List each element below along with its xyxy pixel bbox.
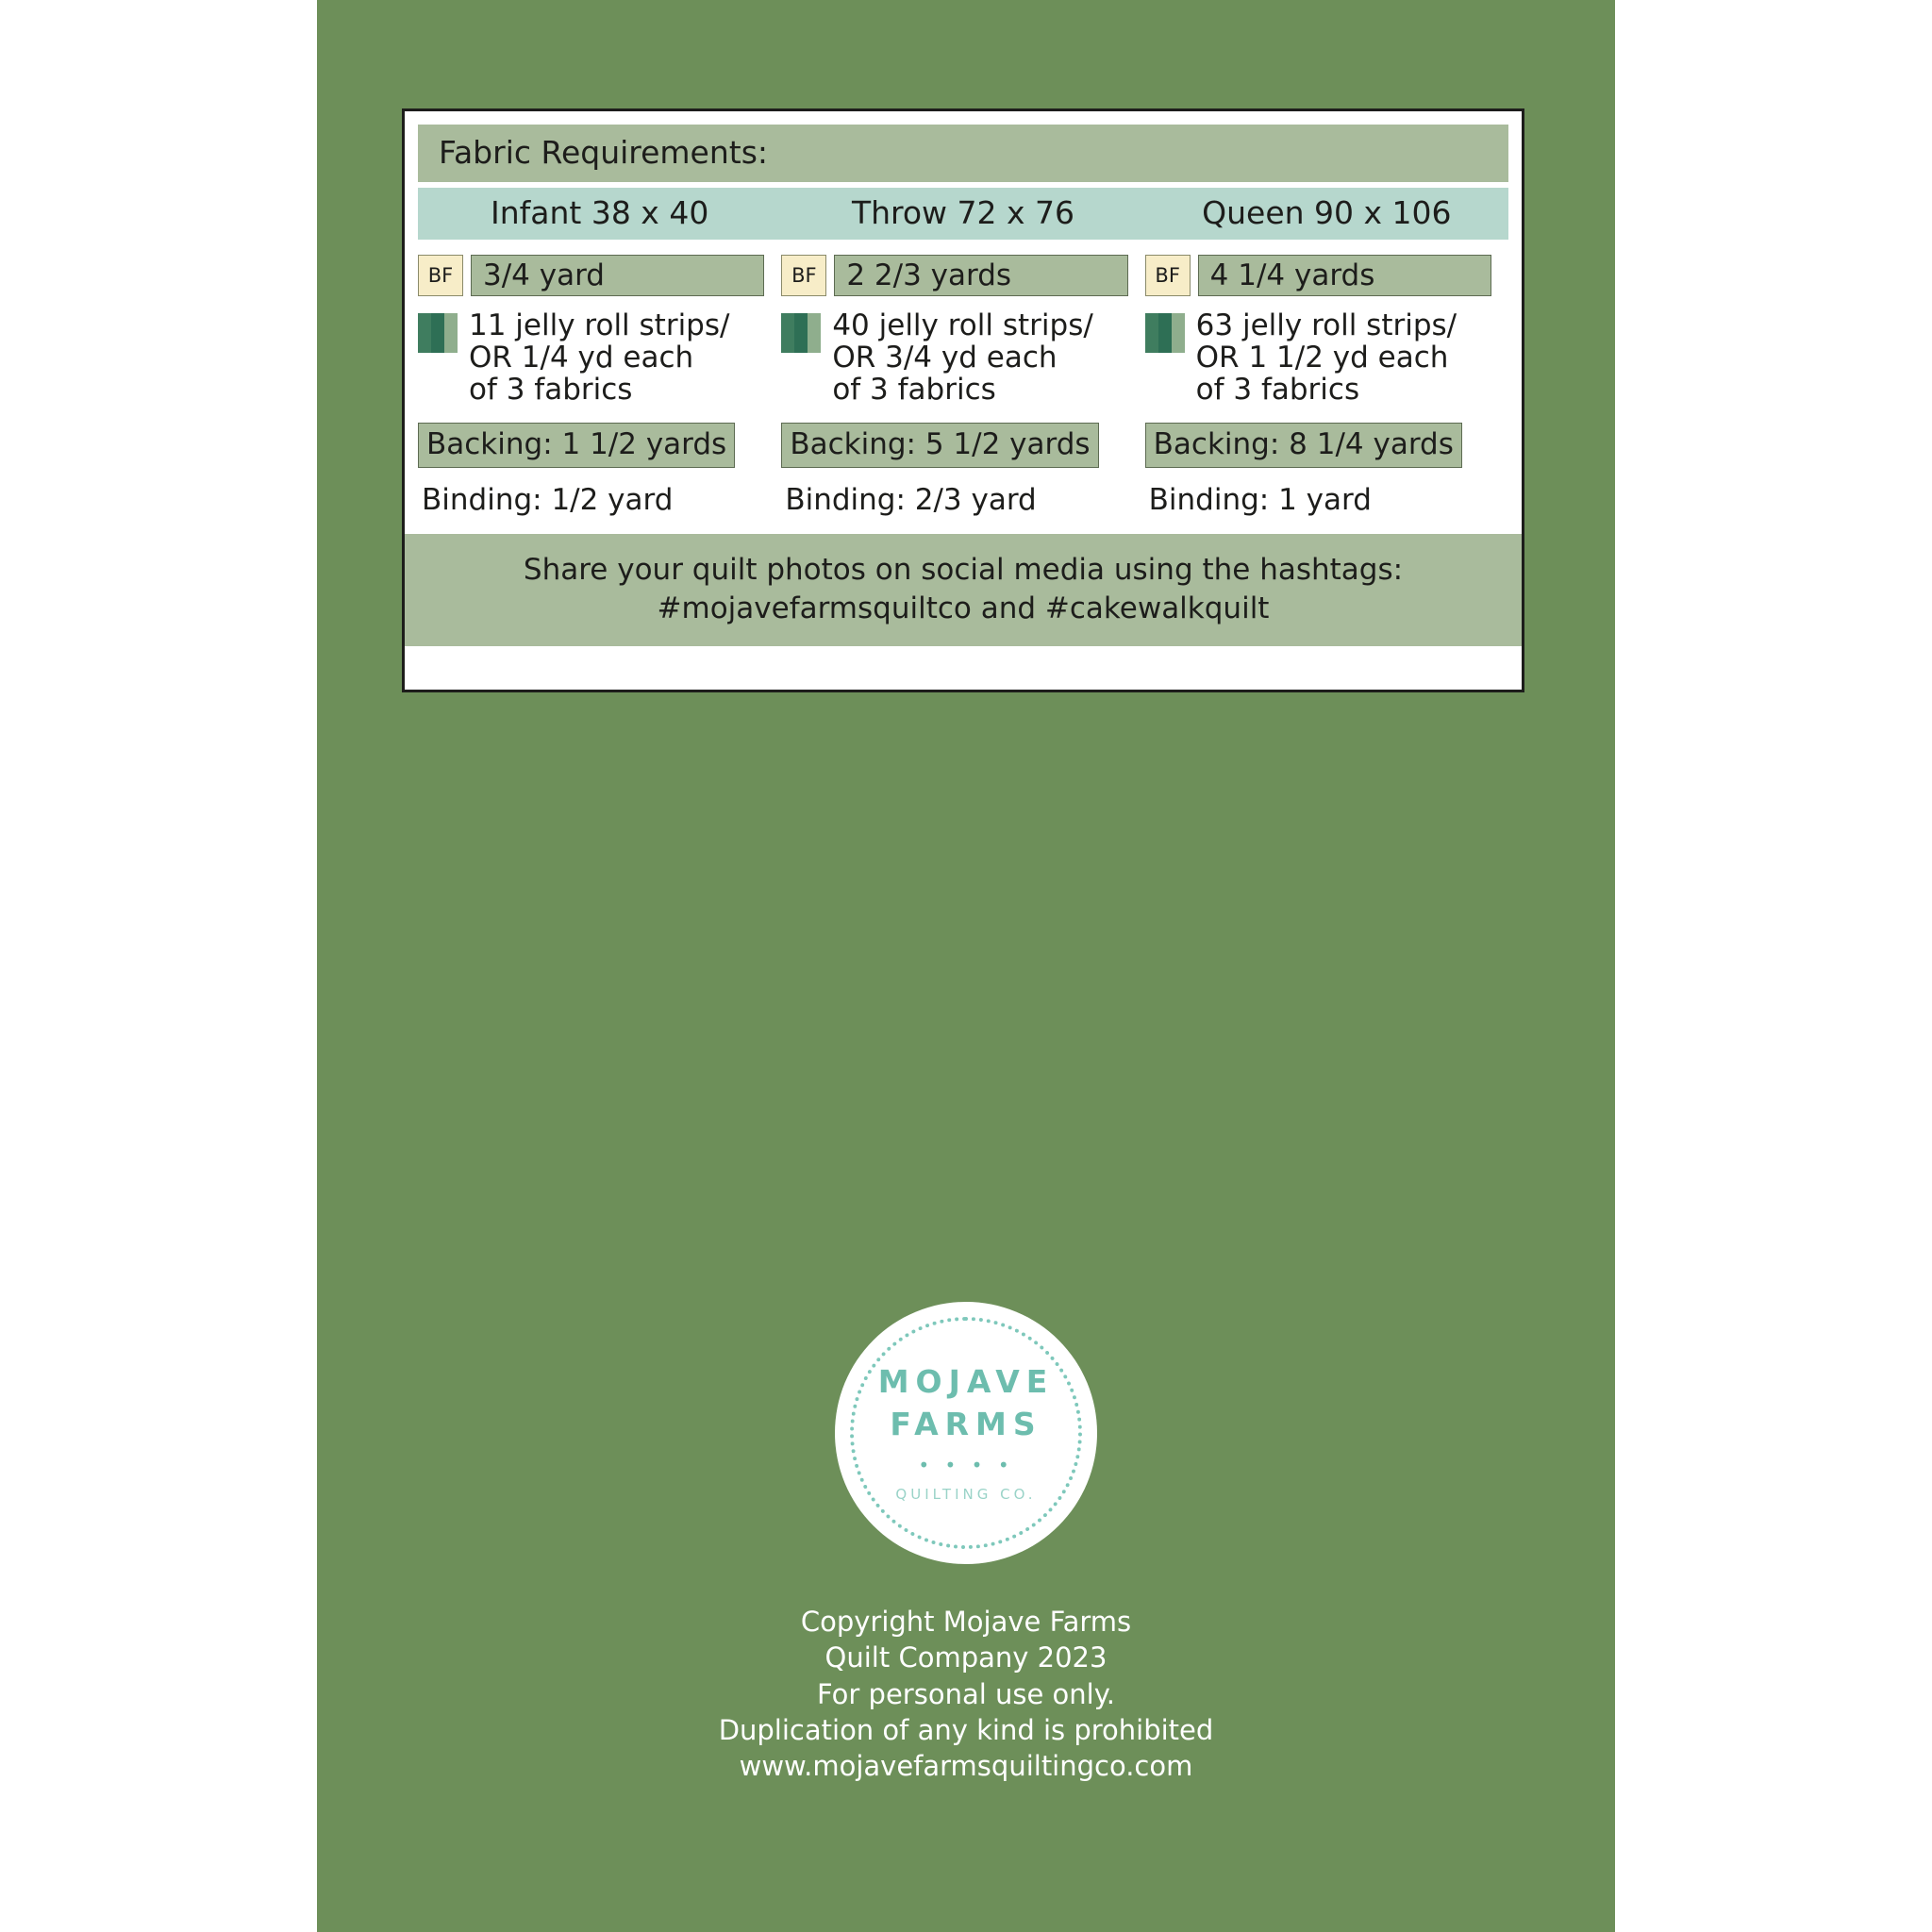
- bf-amount-infant: 3/4 yard: [471, 255, 764, 296]
- hashtag-line-1: Share your quilt photos on social media using the hashtags:: [523, 553, 1404, 588]
- jelly-roll-text-throw: [832, 309, 1092, 406]
- requirements-column-throw: [781, 255, 1144, 517]
- bf-swatch-icon: BF: [418, 255, 463, 296]
- fabric-requirements-card: [402, 108, 1524, 692]
- hashtag-band: [405, 534, 1522, 646]
- binding-infant: Binding: 1/2 yard: [422, 483, 674, 518]
- size-header-queen: Queen 90 x 106: [1202, 194, 1452, 231]
- jelly-roll-line3: of 3 fabrics: [832, 373, 996, 408]
- background-fabric-row: [418, 255, 764, 296]
- background-fabric-row: [781, 255, 1127, 296]
- backing-queen: Backing: 8 1/4 yards: [1145, 423, 1462, 468]
- hashtag-line-2: #mojavefarmsquiltco and #cakewalkquilt: [657, 591, 1270, 625]
- backing-infant: Backing: 1 1/2 yards: [418, 423, 735, 468]
- card-footer-spacer: [418, 646, 1508, 690]
- bf-amount-throw: 2 2/3 yards: [834, 255, 1127, 296]
- jelly-roll-line2: OR 3/4 yd each: [832, 341, 1058, 375]
- size-header-infant: Infant 38 x 40: [491, 194, 709, 231]
- bf-amount-queen: 4 1/4 yards: [1198, 255, 1491, 296]
- brand-logo: [317, 1302, 1615, 1564]
- binding-throw: Binding: 2/3 yard: [785, 483, 1037, 518]
- jelly-roll-text-queen: [1196, 309, 1457, 406]
- jelly-roll-row-infant: [418, 309, 764, 406]
- logo-line-2: FARMS: [890, 1406, 1042, 1442]
- copyright-line-3: For personal use only.: [817, 1677, 1115, 1710]
- jelly-roll-row-throw: [781, 309, 1127, 406]
- binding-queen: Binding: 1 yard: [1148, 483, 1372, 518]
- jelly-roll-swatch-icon: [781, 313, 821, 353]
- jelly-roll-line2: OR 1/4 yd each: [469, 341, 694, 375]
- logo-separator-dots-icon: • • • •: [918, 1454, 1014, 1476]
- copyright-line-2: Quilt Company 2023: [824, 1641, 1108, 1674]
- jelly-roll-swatch-icon: [418, 313, 458, 353]
- jelly-roll-line3: of 3 fabrics: [1195, 373, 1360, 408]
- bf-swatch-icon: BF: [781, 255, 826, 296]
- jelly-roll-line1: 40 jelly roll strips/: [832, 308, 1093, 342]
- jelly-roll-line3: of 3 fabrics: [469, 373, 633, 408]
- jelly-roll-line1: 63 jelly roll strips/: [1195, 308, 1457, 342]
- size-header-throw: Throw 72 x 76: [851, 194, 1075, 231]
- copyright-block: [317, 1604, 1615, 1784]
- jelly-roll-line2: OR 1 1/2 yd each: [1195, 341, 1449, 375]
- copyright-line-1: Copyright Mojave Farms: [800, 1606, 1132, 1638]
- jelly-roll-line1: 11 jelly roll strips/: [469, 308, 730, 342]
- backing-throw: Backing: 5 1/2 yards: [781, 423, 1098, 468]
- logo-line-1: MOJAVE: [877, 1363, 1055, 1400]
- logo-dotted-ring-icon: [850, 1317, 1082, 1549]
- fabric-requirements-title: Fabric Requirements:: [418, 125, 1508, 182]
- requirements-column-queen: [1145, 255, 1508, 517]
- requirements-column-infant: [418, 255, 781, 517]
- jelly-roll-swatch-icon: [1145, 313, 1185, 353]
- size-header-row: [418, 188, 1508, 240]
- jelly-roll-row-queen: [1145, 309, 1491, 406]
- bf-swatch-icon: BF: [1145, 255, 1191, 296]
- logo-line-3: QUILTING CO.: [895, 1486, 1037, 1503]
- copyright-line-4: Duplication of any kind is prohibited: [718, 1713, 1214, 1746]
- requirements-columns: [418, 255, 1508, 517]
- jelly-roll-text-infant: [469, 309, 729, 406]
- pattern-page: [317, 0, 1615, 1932]
- background-fabric-row: [1145, 255, 1491, 296]
- logo-circle: [835, 1302, 1097, 1564]
- website-url: www.mojavefarmsquiltingco.com: [739, 1750, 1193, 1783]
